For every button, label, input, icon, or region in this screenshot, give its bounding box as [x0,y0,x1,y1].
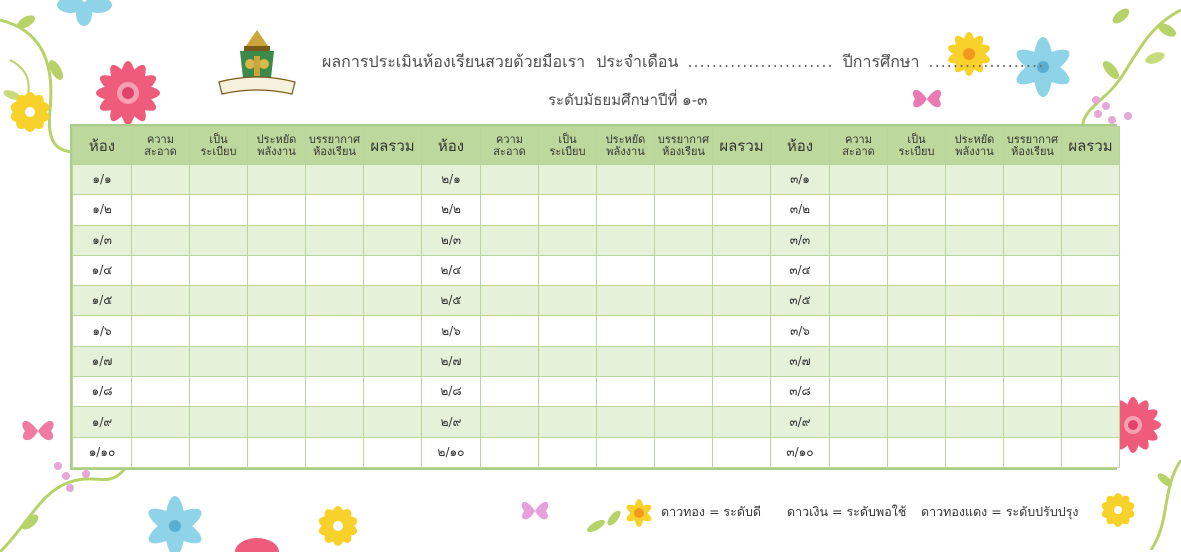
score-cell[interactable] [830,255,888,285]
criteria-column-header: ผลรวม [713,127,771,165]
room-cell: ๒/๙ [422,407,481,437]
room-cell: ๑/๕ [73,286,132,316]
table-row [73,346,1120,376]
room-cell: ๓/๖ [771,316,830,346]
score-cell[interactable] [1004,437,1062,467]
room-cell: ๓/๕ [771,286,830,316]
criteria-column-header: ประหยัด พลังงาน [248,127,306,165]
blue-flower-icon [56,0,116,30]
score-cell[interactable] [306,195,364,225]
score-cell[interactable] [248,407,306,437]
score-cell[interactable] [597,377,655,407]
butterfly-icon [909,84,945,114]
score-cell[interactable] [539,346,597,376]
score-cell[interactable] [655,346,713,376]
score-cell[interactable] [364,165,422,195]
score-cell[interactable] [713,377,771,407]
room-column-header: ห้อง [73,127,132,165]
score-cell[interactable] [1062,407,1120,437]
score-cell[interactable] [1004,316,1062,346]
score-cell[interactable] [364,377,422,407]
score-cell[interactable] [888,195,946,225]
score-cell[interactable] [364,437,422,467]
score-cell[interactable] [830,165,888,195]
score-cell[interactable] [132,407,190,437]
score-cell[interactable] [946,195,1004,225]
score-cell[interactable] [190,255,248,285]
room-cell: ๓/๓ [771,225,830,255]
score-cell[interactable] [888,437,946,467]
year-label: ปีการศึกษา [842,52,920,71]
score-cell[interactable] [830,377,888,407]
score-cell[interactable] [1062,346,1120,376]
score-cell[interactable] [655,316,713,346]
score-cell[interactable] [306,286,364,316]
score-cell[interactable] [132,286,190,316]
score-cell[interactable] [1062,255,1120,285]
score-cell[interactable] [481,437,539,467]
score-cell[interactable] [132,165,190,195]
score-cell[interactable] [713,407,771,437]
room-column-header: ห้อง [422,127,481,165]
score-cell[interactable] [1062,437,1120,467]
criteria-column-header: ประหยัด พลังงาน [946,127,1004,165]
criteria-column-header: บรรยากาศ ห้องเรียน [655,127,713,165]
score-cell[interactable] [830,286,888,316]
legend-gold: ดาวทอง = ระดับดี [661,504,762,519]
room-cell: ๑/๒ [73,195,132,225]
score-cell[interactable] [132,316,190,346]
score-cell[interactable] [481,165,539,195]
room-cell: ๑/๖ [73,316,132,346]
score-cell[interactable] [597,346,655,376]
score-cell[interactable] [306,437,364,467]
score-cell[interactable] [655,225,713,255]
score-cell[interactable] [132,255,190,285]
score-cell[interactable] [946,286,1004,316]
score-cell[interactable] [248,286,306,316]
score-cell[interactable] [830,346,888,376]
criteria-column-header: เป็น ระเบียบ [190,127,248,165]
score-cell[interactable] [946,346,1004,376]
table-row [73,165,1120,195]
score-cell[interactable] [946,377,1004,407]
score-cell[interactable] [597,286,655,316]
score-cell[interactable] [888,286,946,316]
score-cell[interactable] [481,255,539,285]
yellow-flower-icon [1096,488,1140,532]
table-header-row [73,127,1120,165]
criteria-column-header: ความ สะอาด [481,127,539,165]
score-cell[interactable] [481,407,539,437]
score-cell[interactable] [248,255,306,285]
score-cell[interactable] [539,437,597,467]
score-cell[interactable] [248,225,306,255]
score-cell[interactable] [1004,165,1062,195]
criteria-column-header: บรรยากาศ ห้องเรียน [1004,127,1062,165]
score-cell[interactable] [655,255,713,285]
score-cell[interactable] [539,377,597,407]
score-cell[interactable] [597,255,655,285]
score-cell[interactable] [190,437,248,467]
room-cell: ๑/๔ [73,255,132,285]
table-row [73,437,1120,467]
score-cell[interactable] [1062,195,1120,225]
score-cell[interactable] [306,407,364,437]
score-cell[interactable] [946,255,1004,285]
score-cell[interactable] [888,346,946,376]
form-title [322,50,1044,75]
score-cell[interactable] [481,346,539,376]
year-blank: ................... [928,52,1045,71]
room-cell: ๒/๔ [422,255,481,285]
room-cell: ๓/๑๐ [771,437,830,467]
room-cell: ๓/๙ [771,407,830,437]
score-cell[interactable] [306,225,364,255]
score-cell[interactable] [306,255,364,285]
score-cell[interactable] [1004,346,1062,376]
score-cell[interactable] [597,165,655,195]
score-cell[interactable] [655,165,713,195]
room-cell: ๑/๑๐ [73,437,132,467]
score-cell[interactable] [713,316,771,346]
room-cell: ๒/๘ [422,377,481,407]
table-row [73,407,1120,437]
evaluation-table [70,124,1117,470]
score-cell[interactable] [132,377,190,407]
score-cell[interactable] [655,195,713,225]
score-cell[interactable] [888,407,946,437]
criteria-column-header: ประหยัด พลังงาน [597,127,655,165]
school-logo [216,28,298,98]
score-cell[interactable] [481,377,539,407]
score-cell[interactable] [888,255,946,285]
butterfly-icon [18,414,58,448]
score-cell[interactable] [481,286,539,316]
score-cell[interactable] [597,195,655,225]
score-cell[interactable] [713,437,771,467]
table-row [73,316,1120,346]
score-cell[interactable] [306,377,364,407]
score-cell[interactable] [364,407,422,437]
score-cell[interactable] [597,225,655,255]
score-cell[interactable] [539,316,597,346]
score-cell[interactable] [481,195,539,225]
score-cell[interactable] [364,316,422,346]
score-cell[interactable] [946,316,1004,346]
score-cell[interactable] [190,377,248,407]
score-cell[interactable] [132,346,190,376]
room-cell: ๓/๔ [771,255,830,285]
score-cell[interactable] [248,316,306,346]
table-row [73,195,1120,225]
criteria-column-header: ผลรวม [364,127,422,165]
score-cell[interactable] [713,225,771,255]
score-cell[interactable] [946,165,1004,195]
score-cell[interactable] [306,346,364,376]
score-cell[interactable] [946,437,1004,467]
score-cell[interactable] [1004,286,1062,316]
score-cell[interactable] [888,377,946,407]
score-cell[interactable] [248,195,306,225]
subtitle: ระดับมัธยมศึกษาปีที่ ๑-๓ [548,91,708,109]
criteria-column-header: เป็น ระเบียบ [888,127,946,165]
score-cell[interactable] [481,225,539,255]
score-cell[interactable] [597,407,655,437]
room-cell: ๑/๘ [73,377,132,407]
score-cell[interactable] [1004,225,1062,255]
score-cell[interactable] [364,255,422,285]
score-cell[interactable] [713,286,771,316]
criteria-column-header: ความ สะอาด [132,127,190,165]
score-cell[interactable] [1004,195,1062,225]
score-cell[interactable] [655,377,713,407]
score-cell[interactable] [364,286,422,316]
yellow-flower-icon [0,82,60,142]
score-cell[interactable] [830,225,888,255]
legend-bronze: ดาวทองแดง = ระดับปรับปรุง [921,504,1079,519]
score-cell[interactable] [190,286,248,316]
butterfly-icon [518,496,552,526]
score-cell[interactable] [946,225,1004,255]
score-cell[interactable] [539,407,597,437]
yellow-flower-icon [310,500,366,552]
score-cell[interactable] [1004,407,1062,437]
criteria-column-header: เป็น ระเบียบ [539,127,597,165]
score-cell[interactable] [830,407,888,437]
score-cell[interactable] [713,346,771,376]
room-cell: ๓/๘ [771,377,830,407]
score-cell[interactable] [132,225,190,255]
room-cell: ๑/๓ [73,225,132,255]
score-cell[interactable] [190,225,248,255]
blue-flower-icon [137,492,213,552]
score-cell[interactable] [248,346,306,376]
score-cell[interactable] [1062,225,1120,255]
score-cell[interactable] [190,407,248,437]
criteria-column-header: ผลรวม [1062,127,1120,165]
score-cell[interactable] [1062,377,1120,407]
table-row [73,255,1120,285]
criteria-column-header: ความ สะอาด [830,127,888,165]
score-cell[interactable] [1004,377,1062,407]
score-cell[interactable] [655,437,713,467]
score-cell[interactable] [190,346,248,376]
room-cell: ๓/๗ [771,346,830,376]
table-row [73,225,1120,255]
room-cell: ๒/๕ [422,286,481,316]
score-cell[interactable] [1004,255,1062,285]
score-cell[interactable] [190,316,248,346]
room-cell: ๑/๗ [73,346,132,376]
score-cell[interactable] [248,165,306,195]
score-cell[interactable] [597,437,655,467]
room-cell: ๑/๑ [73,165,132,195]
room-cell: ๒/๑๐ [422,437,481,467]
score-cell[interactable] [713,165,771,195]
score-cell[interactable] [132,437,190,467]
score-cell[interactable] [888,225,946,255]
score-cell[interactable] [539,165,597,195]
table-row [73,377,1120,407]
score-cell[interactable] [655,286,713,316]
score-cell[interactable] [1062,286,1120,316]
score-cell[interactable] [539,286,597,316]
score-cell[interactable] [713,255,771,285]
score-cell[interactable] [132,195,190,225]
room-cell: ๒/๖ [422,316,481,346]
score-cell[interactable] [888,316,946,346]
score-cell[interactable] [190,195,248,225]
table-row [73,286,1120,316]
score-cell[interactable] [888,165,946,195]
score-cell[interactable] [248,437,306,467]
gold-star-flower-icon [622,496,656,530]
score-cell[interactable] [306,316,364,346]
score-cell[interactable] [655,407,713,437]
score-cell[interactable] [1062,316,1120,346]
score-cell[interactable] [830,316,888,346]
score-cell[interactable] [830,195,888,225]
score-cell[interactable] [713,195,771,225]
room-cell: ๒/๑ [422,165,481,195]
room-column-header: ห้อง [771,127,830,165]
score-cell[interactable] [539,195,597,225]
room-cell: ๒/๓ [422,225,481,255]
room-cell: ๑/๙ [73,407,132,437]
criteria-column-header: บรรยากาศ ห้องเรียน [306,127,364,165]
score-cell[interactable] [306,165,364,195]
score-cell[interactable] [1062,165,1120,195]
score-cell[interactable] [539,255,597,285]
room-cell: ๓/๑ [771,165,830,195]
score-cell[interactable] [248,377,306,407]
room-cell: ๒/๒ [422,195,481,225]
room-cell: ๓/๒ [771,195,830,225]
room-cell: ๒/๗ [422,346,481,376]
score-cell[interactable] [597,316,655,346]
score-cell[interactable] [830,437,888,467]
score-cell[interactable] [190,165,248,195]
month-blank: ........................ [687,52,834,71]
score-cell[interactable] [364,225,422,255]
pink-flower-icon [232,532,282,552]
score-cell[interactable] [364,195,422,225]
score-cell[interactable] [946,407,1004,437]
legend-silver: ดาวเงิน = ระดับพอใช้ [787,504,907,519]
score-cell[interactable] [364,346,422,376]
leaf-decoration [584,508,624,538]
title-text: ผลการประเมินห้องเรียนสวยด้วยมือเรา [322,52,586,71]
month-label: ประจำเดือน [596,52,679,71]
score-cell[interactable] [481,316,539,346]
score-cell[interactable] [539,225,597,255]
